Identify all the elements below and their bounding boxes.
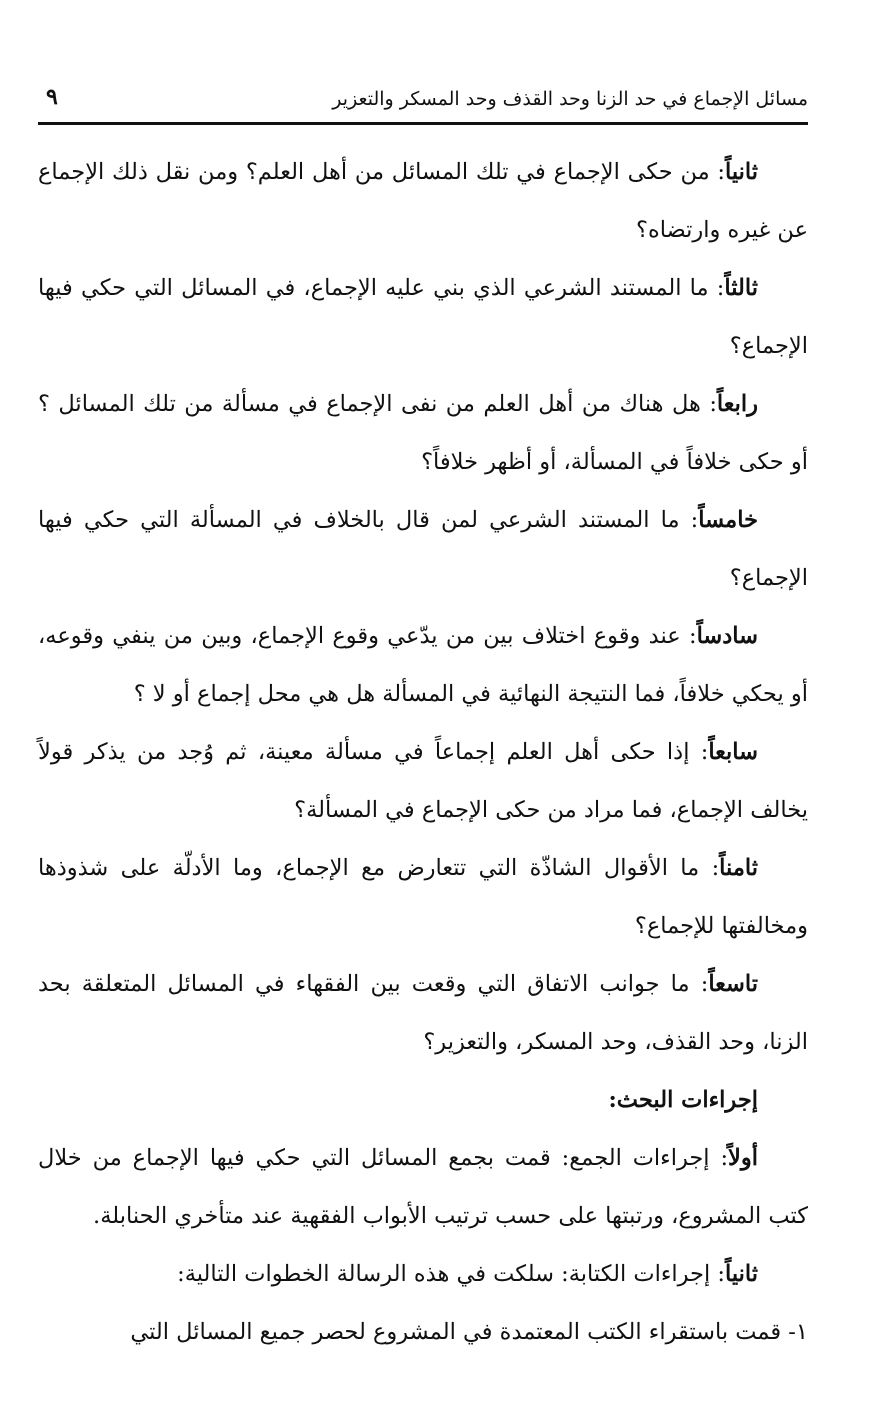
- paragraph-text: : ما المستند الشرعي الذي بني عليه الإجماع، في المسائل التي حكي فيها الإجماع؟: [38, 275, 808, 359]
- section-heading: إجراءات البحث:: [608, 1087, 758, 1113]
- section-heading-research-procedures: [38, 1071, 808, 1129]
- paragraph-sixthly: [38, 607, 808, 723]
- paragraph-first-collection: [38, 1129, 808, 1245]
- paragraph-lead: ثانياً: [724, 1261, 758, 1287]
- paragraph-secondly: [38, 143, 808, 259]
- paragraph-ninthly: [38, 955, 808, 1071]
- body-text: [38, 143, 808, 1361]
- paragraph-fourthly: [38, 375, 808, 491]
- paragraph-text: : إجراءات الجمع: قمت بجمع المسائل التي حكي فيها الإجماع من خلال كتب المشروع، ورتبتها على حسب ترتيب الأبواب الفقهية عند متأخري الحنابلة.: [38, 1145, 808, 1229]
- header-title: مسائل الإجماع في حد الزنا وحد القذف وحد المسكر والتعزير: [332, 88, 808, 110]
- page-number: ٩: [46, 84, 58, 110]
- paragraph-text: : عند وقوع اختلاف بين من يدّعي وقوع الإجماع، وبين من ينفي وقوعه، أو يحكي خلافاً، فما النتيجة النهائية في المسألة هل هي محل إجماع أو لا ؟: [38, 623, 808, 707]
- paragraph-eighthly: [38, 839, 808, 955]
- paragraph-text: : إذا حكى أهل العلم إجماعاً في مسألة معينة، ثم وُجد من يذكر قولاً يخالف الإجماع، فما مراد من حكى الإجماع في المسألة؟: [38, 739, 808, 823]
- paragraph-text: : ما الأقوال الشاذّة التي تتعارض مع الإجماع، وما الأدلّة على شذوذها ومخالفتها للإجماع؟: [38, 855, 808, 939]
- paragraph-thirdly: [38, 259, 808, 375]
- document-page: [38, 82, 808, 1392]
- paragraph-lead: خامساً: [698, 507, 758, 533]
- paragraph-lead: سابعاً: [708, 739, 758, 765]
- paragraph-second-writing: [38, 1245, 808, 1303]
- paragraph-lead: تاسعاً: [708, 971, 758, 997]
- paragraph-text: : ما جوانب الاتفاق التي وقعت بين الفقهاء في المسائل المتعلقة بحد الزنا، وحد القذف، وحد المسكر، والتعزير؟: [38, 971, 808, 1055]
- paragraph-text: : ما المستند الشرعي لمن قال بالخلاف في المسألة التي حكي فيها الإجماع؟: [38, 507, 808, 591]
- paragraph-lead: رابعاً: [716, 391, 758, 417]
- paragraph-text: : إجراءات الكتابة: سلكت في هذه الرسالة الخطوات التالية:: [177, 1261, 725, 1287]
- paragraph-lead: ثالثاً: [724, 275, 758, 301]
- paragraph-fifthly: [38, 491, 808, 607]
- running-header: [38, 82, 808, 125]
- paragraph-lead: سادساً: [696, 623, 758, 649]
- paragraph-text: ١- قمت باستقراء الكتب المعتمدة في المشروع لحصر جميع المسائل التي: [130, 1319, 808, 1345]
- paragraph-text: : هل هناك من أهل العلم من نفى الإجماع في مسألة من تلك المسائل ؟ أو حكى خلافاً في المسألة، أو أظهر خلافاً؟: [38, 391, 808, 475]
- list-item-1: [38, 1303, 808, 1361]
- paragraph-lead: ثامناً: [719, 855, 758, 881]
- paragraph-lead: أولاً: [728, 1145, 758, 1171]
- paragraph-text: : من حكى الإجماع في تلك المسائل من أهل العلم؟ ومن نقل ذلك الإجماع عن غيره وارتضاه؟: [38, 159, 808, 243]
- paragraph-lead: ثانياً: [724, 159, 758, 185]
- paragraph-seventhly: [38, 723, 808, 839]
